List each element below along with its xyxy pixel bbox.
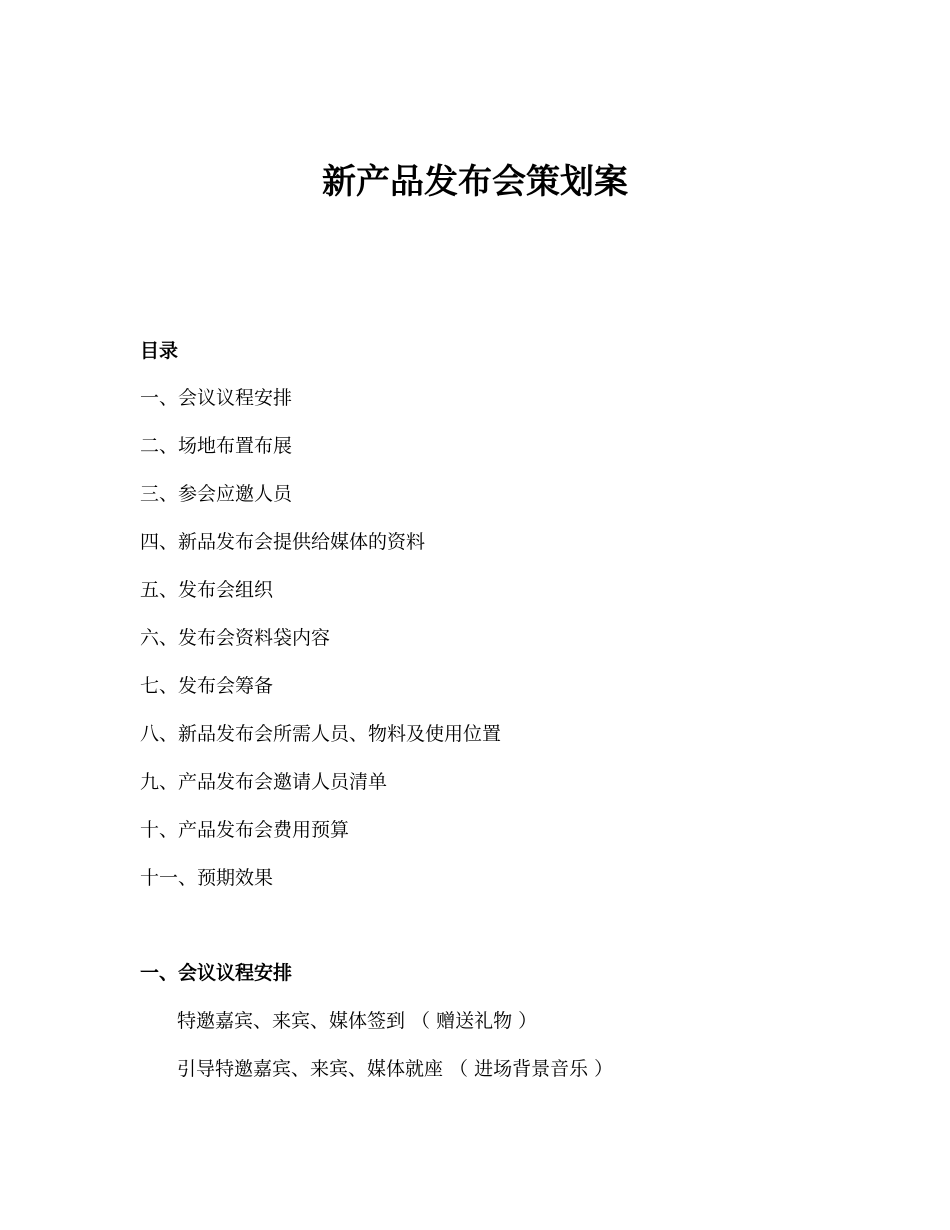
table-of-contents xyxy=(140,385,501,913)
toc-item: 七、发布会筹备 xyxy=(140,675,274,697)
section-heading: 一、会议议程安排 xyxy=(140,962,293,984)
toc-item: 二、场地布置布展 xyxy=(140,435,293,457)
section-body xyxy=(177,1008,613,1104)
document-title: 新产品发布会策划案 xyxy=(322,162,628,202)
toc-item: 四、新品发布会提供给媒体的资料 xyxy=(140,531,426,553)
toc-heading: 目录 xyxy=(140,340,179,362)
agenda-line: 引导特邀嘉宾、来宾、媒体就座 （ 进场背景音乐 ） xyxy=(177,1058,614,1080)
toc-item: 五、发布会组织 xyxy=(140,579,274,601)
toc-item: 六、发布会资料袋内容 xyxy=(140,627,331,649)
toc-item: 八、新品发布会所需人员、物料及使用位置 xyxy=(140,723,502,745)
toc-item: 十一、预期效果 xyxy=(140,867,274,889)
toc-item: 九、产品发布会邀请人员清单 xyxy=(140,771,388,793)
toc-item: 十、产品发布会费用预算 xyxy=(140,819,350,841)
toc-item: 三、参会应邀人员 xyxy=(140,483,293,505)
agenda-line: 特邀嘉宾、来宾、媒体签到 （ 赠送礼物 ） xyxy=(177,1010,538,1032)
toc-item: 一、会议议程安排 xyxy=(140,387,293,409)
